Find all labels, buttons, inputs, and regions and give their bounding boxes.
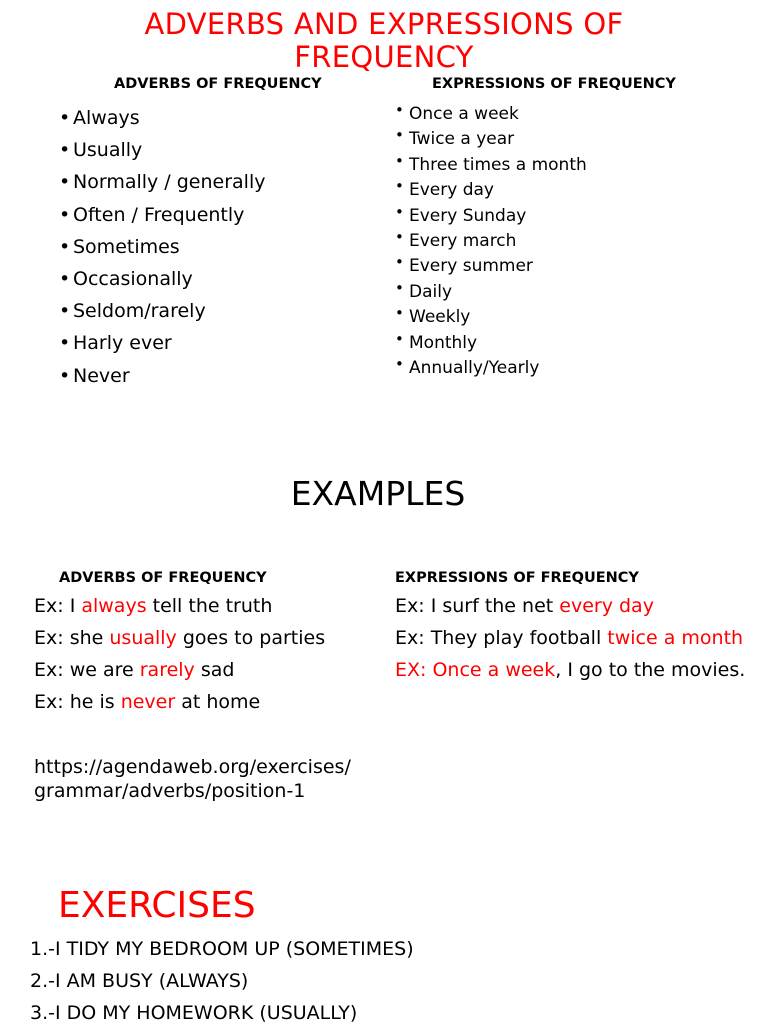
bullet-icon: • bbox=[395, 253, 404, 272]
bullet-icon: • bbox=[395, 354, 404, 373]
list-item: • Three times a month bbox=[395, 151, 587, 175]
highlighted-word: EX: Once a week bbox=[395, 659, 556, 681]
highlighted-word: rarely bbox=[139, 659, 195, 681]
highlighted-word: twice a month bbox=[607, 627, 744, 649]
highlighted-word: every day bbox=[559, 595, 654, 617]
example-sentence: Ex: I always tell the truth bbox=[34, 595, 273, 617]
list-item: • Once a week bbox=[395, 101, 519, 124]
example-sentence: Ex: he is never at home bbox=[34, 691, 261, 713]
list-item: • Annually/Yearly bbox=[395, 354, 540, 378]
bullet-icon: • bbox=[395, 101, 404, 119]
bullet-icon: • bbox=[59, 364, 71, 387]
list-item: • Every day bbox=[395, 177, 494, 201]
bullet-icon: • bbox=[395, 227, 404, 246]
list-item: • Seldom/rarely bbox=[59, 300, 206, 323]
title-line-1: ADVERBS AND EXPRESSIONS OF bbox=[144, 7, 624, 41]
bullet-icon: • bbox=[395, 202, 404, 221]
expressions-column-heading: EXPRESSIONS OF FREQUENCY bbox=[432, 76, 676, 92]
bullet-icon: • bbox=[395, 151, 404, 170]
list-item: • Harly ever bbox=[59, 332, 172, 355]
highlighted-word: always bbox=[81, 595, 147, 617]
bullet-icon: • bbox=[59, 139, 71, 162]
bullet-icon: • bbox=[59, 267, 71, 290]
exercise-item: 1.-I TIDY MY BEDROOM UP (SOMETIMES) bbox=[30, 938, 414, 960]
example-sentence: EX: Once a week, I go to the movies. bbox=[395, 659, 746, 681]
list-item: • Weekly bbox=[395, 304, 471, 328]
adverbs-list bbox=[59, 106, 266, 396]
bullet-icon: • bbox=[59, 203, 71, 226]
expressions-list bbox=[395, 103, 587, 382]
list-item: • Never bbox=[59, 364, 130, 387]
list-item: • Every summer bbox=[395, 253, 533, 277]
exercise-item: 2.-I AM BUSY (ALWAYS) bbox=[30, 970, 249, 992]
exercise-item: 3.-I DO MY HOMEWORK (USUALLY) bbox=[30, 1002, 358, 1024]
adverbs-column-heading: ADVERBS OF FREQUENCY bbox=[114, 76, 322, 92]
page-title bbox=[0, 8, 768, 74]
bullet-icon: • bbox=[395, 304, 404, 323]
reference-link[interactable] bbox=[34, 755, 351, 803]
title-line-2: FREQUENCY bbox=[294, 40, 474, 74]
list-item: • Twice a year bbox=[395, 126, 515, 150]
highlighted-word: usually bbox=[109, 627, 177, 649]
bullet-icon: • bbox=[59, 332, 71, 355]
list-item: • Usually bbox=[59, 139, 143, 162]
list-item: • Normally / generally bbox=[59, 171, 266, 194]
list-item: • Occasionally bbox=[59, 267, 193, 290]
bullet-icon: • bbox=[395, 329, 404, 348]
example-sentence: Ex: They play football twice a month bbox=[395, 627, 744, 649]
bullet-icon: • bbox=[395, 126, 404, 145]
bullet-icon: • bbox=[59, 107, 71, 129]
examples-heading: EXAMPLES bbox=[290, 474, 466, 513]
bullet-icon: • bbox=[395, 177, 404, 196]
example-sentence: Ex: she usually goes to parties bbox=[34, 627, 326, 649]
link-line-1[interactable]: https://agendaweb.org/exercises/ bbox=[34, 756, 351, 778]
list-item: • Sometimes bbox=[59, 235, 180, 258]
bullet-icon: • bbox=[59, 171, 71, 194]
exercises-heading: EXERCISES bbox=[58, 885, 256, 926]
bullet-icon: • bbox=[59, 235, 71, 258]
bullet-icon: • bbox=[395, 278, 404, 297]
examples-adverbs-heading: ADVERBS OF FREQUENCY bbox=[59, 570, 267, 586]
list-item: • Monthly bbox=[395, 329, 478, 353]
list-item: • Every Sunday bbox=[395, 202, 527, 226]
example-sentence: Ex: I surf the net every day bbox=[395, 595, 654, 617]
list-item: • Daily bbox=[395, 278, 453, 302]
examples-expressions-heading: EXPRESSIONS OF FREQUENCY bbox=[395, 570, 639, 586]
list-item: • Always bbox=[59, 107, 140, 129]
bullet-icon: • bbox=[59, 300, 71, 323]
example-sentence: Ex: we are rarely sad bbox=[34, 659, 235, 681]
highlighted-word: never bbox=[120, 691, 176, 713]
list-item: • Often / Frequently bbox=[59, 203, 245, 226]
list-item: • Every march bbox=[395, 227, 517, 251]
link-line-2[interactable]: grammar/adverbs/position-1 bbox=[34, 780, 306, 802]
